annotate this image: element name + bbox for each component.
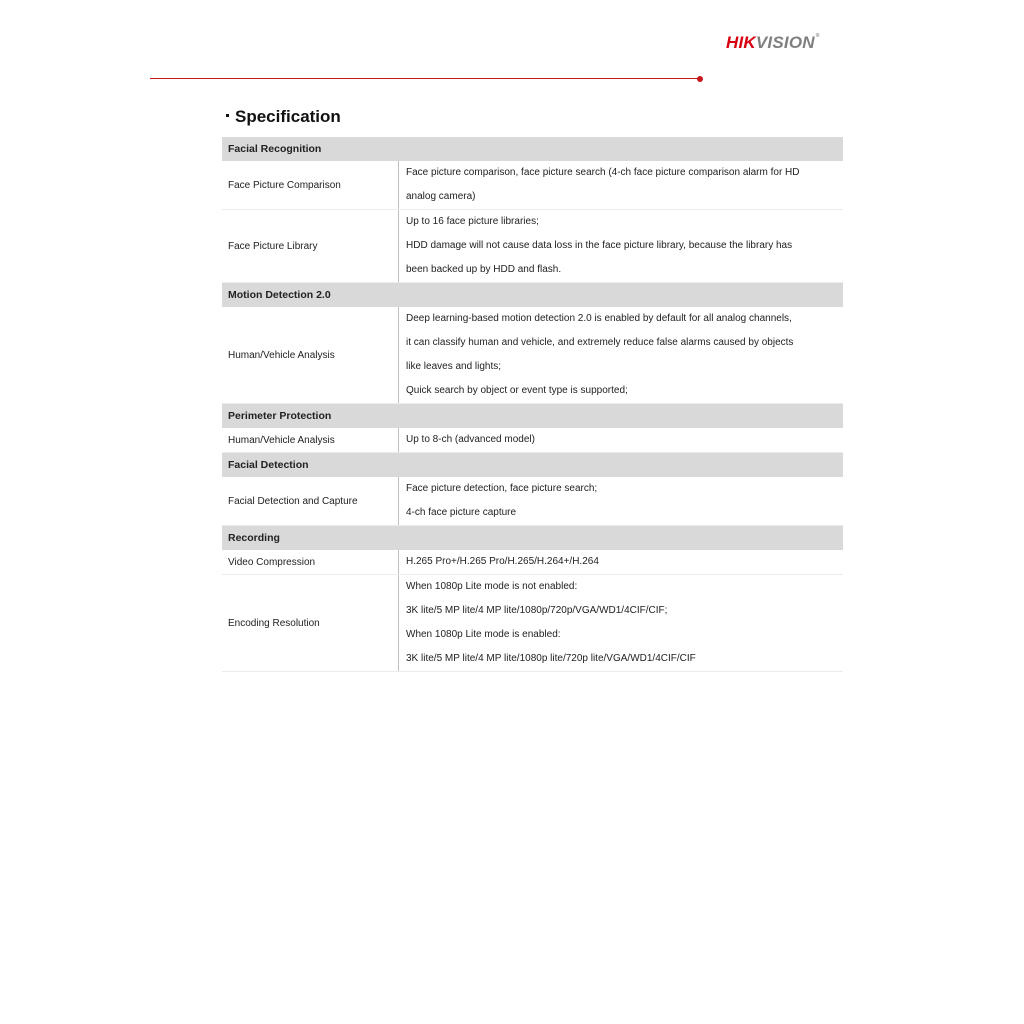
spec-value-line: When 1080p Lite mode is not enabled:	[406, 581, 578, 592]
header-divider-dot	[697, 76, 703, 82]
spec-value	[399, 477, 844, 526]
spec-value-line: When 1080p Lite mode is enabled:	[406, 629, 561, 640]
section-header	[222, 404, 843, 429]
spec-value-line: HDD damage will not cause data loss in the face picture library, because the library has	[406, 240, 793, 251]
spec-value	[399, 210, 844, 283]
page-title	[226, 107, 341, 127]
spec-row	[222, 161, 843, 210]
spec-label: Face Picture Comparison	[222, 161, 399, 210]
spec-value-line: 3K lite/5 MP lite/4 MP lite/1080p lite/720p lite/VGA/WD1/4CIF/CIF	[406, 653, 696, 664]
page-title-text: Specification	[235, 107, 341, 126]
spec-value-line: H.265 Pro+/H.265 Pro/H.265/H.264+/H.264	[406, 556, 599, 567]
section-title: Recording	[222, 526, 843, 551]
section-title: Facial Recognition	[222, 137, 843, 161]
specification-table	[222, 137, 843, 672]
spec-label: Encoding Resolution	[222, 575, 399, 672]
section-header	[222, 137, 843, 161]
spec-label: Face Picture Library	[222, 210, 399, 283]
spec-value-line: Face picture detection, face picture search;	[406, 483, 598, 494]
spec-value	[399, 161, 844, 210]
spec-label: Video Compression	[222, 550, 399, 575]
section-title: Perimeter Protection	[222, 404, 843, 429]
spec-row	[222, 428, 843, 453]
section-header	[222, 283, 843, 308]
spec-value-line: Deep learning-based motion detection 2.0 is enabled by default for all analog channels,	[406, 313, 792, 324]
spec-value-line: Up to 8-ch (advanced model)	[406, 434, 535, 445]
spec-value-line: Face picture comparison, face picture search (4-ch face picture comparison alarm for HD	[406, 167, 800, 178]
section-header	[222, 526, 843, 551]
bullet-icon	[226, 114, 229, 117]
registered-mark: ®	[815, 33, 820, 39]
spec-value-line: it can classify human and vehicle, and extremely reduce false alarms caused by objects	[406, 337, 794, 348]
spec-value	[399, 575, 844, 672]
spec-row	[222, 550, 843, 575]
section-title: Motion Detection 2.0	[222, 283, 843, 308]
spec-value-line: Up to 16 face picture libraries;	[406, 216, 539, 227]
header-divider-line	[150, 78, 698, 79]
logo-primary: HIK	[726, 33, 756, 52]
spec-value-line: Quick search by object or event type is supported;	[406, 385, 628, 396]
spec-value-line: analog camera)	[406, 191, 476, 202]
spec-value-line: like leaves and lights;	[406, 361, 502, 372]
spec-row	[222, 307, 843, 404]
section-title: Facial Detection	[222, 453, 843, 478]
spec-value-line: 4-ch face picture capture	[406, 507, 517, 518]
spec-row	[222, 210, 843, 283]
spec-label: Facial Detection and Capture	[222, 477, 399, 526]
hikvision-logo	[726, 33, 820, 53]
spec-label: Human/Vehicle Analysis	[222, 428, 399, 453]
section-header	[222, 453, 843, 478]
spec-row	[222, 477, 843, 526]
spec-row	[222, 575, 843, 672]
spec-value-line: been backed up by HDD and flash.	[406, 264, 562, 275]
logo-secondary: VISION	[755, 33, 815, 52]
spec-value	[399, 428, 844, 453]
spec-label: Human/Vehicle Analysis	[222, 307, 399, 404]
spec-value	[399, 307, 844, 404]
spec-value	[399, 550, 844, 575]
spec-value-line: 3K lite/5 MP lite/4 MP lite/1080p/720p/VGA/WD1/4CIF/CIF;	[406, 605, 668, 616]
